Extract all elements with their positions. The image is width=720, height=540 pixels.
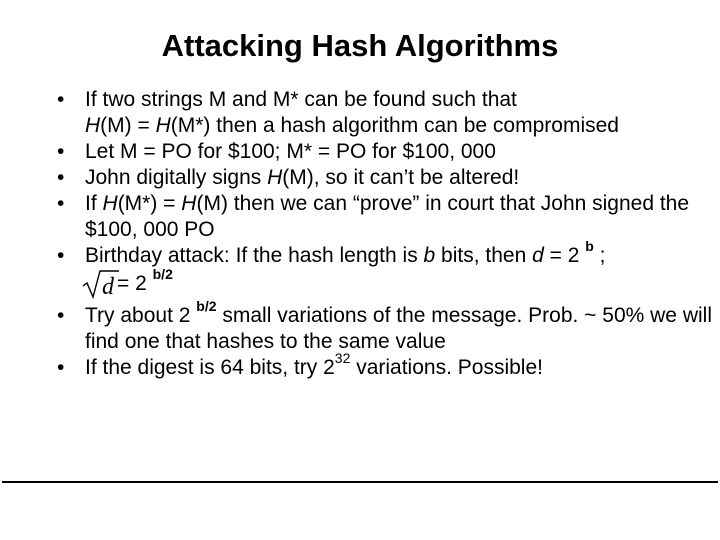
bullet-text: (M) then we can “prove” in court that John signed the $100, 000 PO — [85, 192, 690, 241]
sqrt-variable: d — [102, 274, 114, 299]
divider — [2, 481, 718, 483]
bullet-text: = 2 — [117, 272, 153, 295]
bullet-text: ; — [593, 244, 606, 267]
sqrt-equation — [85, 266, 717, 299]
list-item — [57, 191, 717, 243]
bullet-text: If the digest is 64 bits, try 2 — [85, 356, 335, 379]
list-item — [57, 350, 717, 381]
bullet-text: H — [181, 192, 197, 215]
bullet-text: (M*) = — [117, 192, 182, 215]
bullet-dot: • — [57, 244, 65, 267]
bullet-dot: • — [57, 166, 65, 189]
bullet-text: H — [85, 114, 101, 137]
superscript: b/2 — [196, 298, 217, 314]
bullet-text: (M) = — [100, 114, 156, 137]
bullet-text: If two strings M and M* can be found such that — [85, 88, 517, 111]
bullet-text: If — [85, 192, 103, 215]
bullet-list — [57, 87, 717, 381]
bullet-text: small variations of the message. Prob. ~ 50% we will find one that hashes to the same value — [85, 304, 712, 353]
superscript: 32 — [334, 350, 351, 366]
bullet-text: (M*) then a hash algorithm can be compromised — [170, 114, 619, 137]
list-item — [57, 165, 717, 191]
superscript: b/2 — [152, 266, 173, 282]
page-title: Attacking Hash Algorithms — [161, 28, 559, 63]
bullet-text: Let M = PO for $100; M* = PO for $100, 000 — [85, 140, 496, 163]
bullet-dot: • — [57, 192, 65, 215]
bullet-text: (M), so it can’t be altered! — [282, 166, 520, 189]
bullet-dot: • — [57, 356, 65, 379]
bullet-dot: • — [57, 88, 65, 111]
superscript: b — [585, 238, 594, 254]
sqrt-icon — [81, 269, 121, 299]
bullet-text: Try about 2 — [85, 304, 197, 327]
bullet-text: variations. Possible! — [350, 356, 543, 379]
bullet-text: H — [155, 114, 171, 137]
bullet-dot: • — [57, 304, 65, 327]
bullet-text: H — [267, 166, 283, 189]
bullet-text: b — [423, 244, 436, 267]
bullet-text: = 2 — [543, 244, 586, 267]
list-item — [57, 238, 717, 299]
bullet-text: Birthday attack: If the hash length is — [85, 244, 424, 267]
list-item — [57, 139, 717, 165]
bullet-text: d — [532, 244, 544, 267]
list-item — [57, 298, 717, 355]
bullet-dot: • — [57, 140, 65, 163]
bullet-text: bits, then — [435, 244, 533, 267]
list-item — [57, 87, 717, 139]
bullet-text: John digitally signs — [85, 166, 268, 189]
bullet-text: H — [102, 192, 118, 215]
